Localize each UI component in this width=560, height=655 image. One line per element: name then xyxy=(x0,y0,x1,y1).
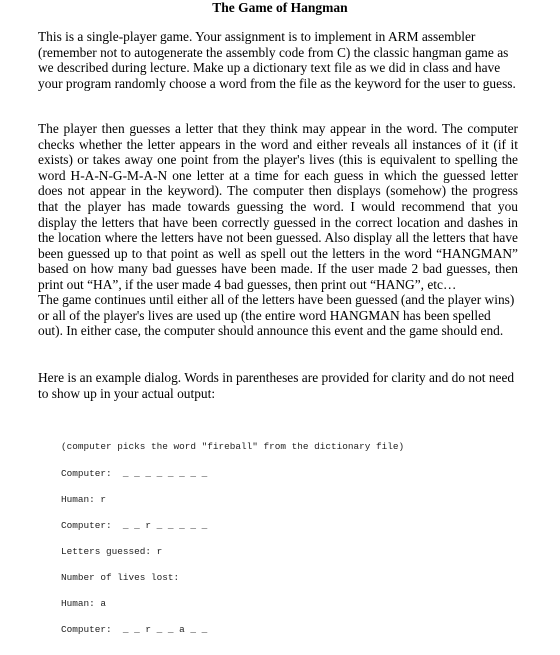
dialog-line-letters-guessed: Letters guessed: r xyxy=(61,546,163,557)
dialog-line-human: Human: r xyxy=(61,494,107,505)
paragraph-gameplay: The player then guesses a letter that they think may appear in the word. The computer checks whether the letter appears in the word and either reveals all instances of it (if it exists) or takes away one point from the player's lives (this is equivalent to spelling the word H-A-N-G-M-A-N one letter at a time for each guess in which the guessed letter does not appear in the keyword). The computer then displays (somehow) the progress that the player has made towards guessing the word. I would recommend that you display the letters that have been correctly guessed in the correct location and dashes in the location where the letters have not been guessed. Also display all the letters that have been guessed up to that point as well as spell out the letters in the word “HANGMAN” based on how many bad guesses have been made. If the user made 2 bad guesses, then print out “HA”, if the user made 4 bad guesses, then print out “HANG”, etc… xyxy=(38,121,518,292)
paragraph-example-intro: Here is an example dialog. Words in parentheses are provided for clarity and do not need to show up in your actual output: xyxy=(38,370,515,401)
dialog-line-comment: (computer picks the word "fireball" from the dictionary file) xyxy=(61,441,405,452)
dialog-line-computer: Computer: _ _ r _ _ a _ _ xyxy=(61,624,208,635)
document-title: The Game of Hangman xyxy=(212,0,348,15)
dialog-line-computer: Computer: _ _ _ _ _ _ _ _ xyxy=(61,468,208,479)
paragraph-intro: This is a single-player game. Your assignment is to implement in ARM assembler (remember not to autogenerate the assembly code from C) the classic hangman game as we described during lecture. Make up a dictionary text file as we did in class and have your program randomly choose a word from the file as the keyword for the user to guess. xyxy=(38,29,516,91)
dialog-line-computer: Computer: _ _ r _ _ _ _ _ xyxy=(61,520,208,531)
paragraph-game-end: The game continues until either all of the letters have been guessed (and the player wins) or all of the player's lives are used up (the entire word HANGMAN has been spelled out). In either case, the computer should announce this event and the game should end. xyxy=(38,292,515,339)
dialog-line-human: Human: a xyxy=(61,598,107,609)
dialog-line-lives-lost: Number of lives lost: xyxy=(61,572,180,583)
